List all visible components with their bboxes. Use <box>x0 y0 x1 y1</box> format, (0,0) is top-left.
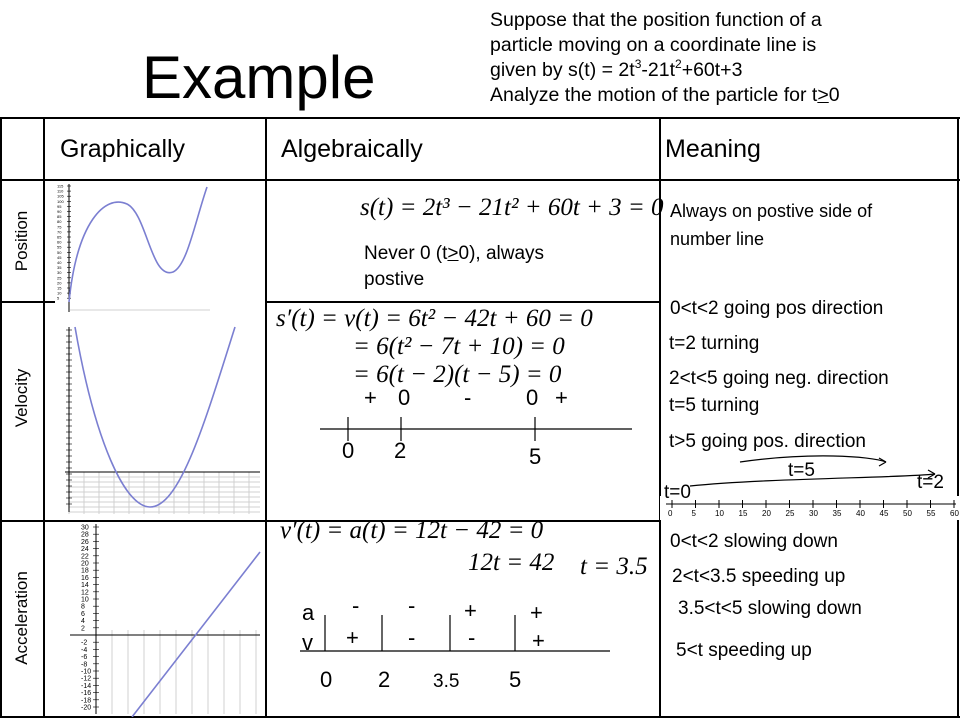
acceleration-y-tick-label: 28 <box>81 531 89 539</box>
number-line-label: 10 <box>715 509 724 518</box>
acceleration-y-tick-label: 14 <box>81 582 89 590</box>
position-meaning-1: Always on postive side of <box>670 201 873 221</box>
position-equation: s(t) = 2t³ − 21t² + 60t + 3 = 0 <box>360 194 664 221</box>
row-label-acceleration: Acceleration <box>12 571 31 665</box>
acceleration-y-tick-label: 22 <box>81 553 89 561</box>
problem-line-3: given by $s(t) = 2t^3-21t^2+60t+3$ <box>490 57 743 81</box>
row-label-position: Position <box>12 210 31 272</box>
velocity-sign-4: 0 <box>526 385 539 410</box>
velocity-sign-5: + <box>555 385 568 410</box>
accel-row-a: a <box>302 600 315 625</box>
acceleration-y-tick-label: 10 <box>81 596 89 604</box>
acceleration-y-tick-label: -4 <box>81 646 88 654</box>
position-meaning-2: number line <box>670 229 765 249</box>
position-y-tick-label: 5 <box>57 295 60 301</box>
number-line-label: 30 <box>809 509 818 518</box>
problem-line-1: Suppose that the position function of a <box>490 9 822 31</box>
number-line-label: 15 <box>738 509 748 518</box>
v-sign-2: - <box>408 625 416 650</box>
accel-point-2: 2 <box>378 667 391 692</box>
velocity-graph <box>55 322 265 520</box>
a-sign-3: + <box>464 598 477 623</box>
acceleration-y-tick-label: -20 <box>81 704 92 712</box>
path-label-t2: t=2 <box>917 472 944 493</box>
number-line-label: 0 <box>668 509 673 518</box>
position-y-tick-label: 30 <box>57 270 62 276</box>
header-meaning: Meaning <box>665 135 761 163</box>
acceleration-y-tick-label: 4 <box>81 618 85 626</box>
path-label-t5: t=5 <box>788 460 815 481</box>
position-y-tick-label: 65 <box>57 234 62 240</box>
acceleration-y-tick-label: -2 <box>81 639 88 647</box>
velocity-point-0: 0 <box>342 438 355 463</box>
position-y-tick-label: 40 <box>57 260 62 265</box>
accel-meaning-1: 0<t<2 slowing down <box>670 531 838 552</box>
position-y-tick-label: 25 <box>57 275 62 281</box>
problem-line-4: Analyze the motion of the particle for t>0 <box>490 84 840 106</box>
accel-meaning-2: 2<t<3.5 speeding up <box>672 566 846 587</box>
acceleration-y-tick-label: 26 <box>81 538 89 546</box>
accel-meaning-4: 5<t speeding up <box>676 640 812 661</box>
velocity-eq-2: = 6(t² − 7t + 10) = 0 <box>353 333 565 360</box>
acceleration-graph <box>60 522 265 717</box>
acceleration-y-tick-label: -6 <box>81 654 88 662</box>
acceleration-y-tick-label: 20 <box>81 560 89 568</box>
a-sign-1: - <box>352 593 360 618</box>
header-graphically: Graphically <box>60 135 186 163</box>
position-y-tick-label: 115 <box>57 183 64 189</box>
velocity-meaning-5: t>5 going pos. direction <box>669 431 866 452</box>
acceleration-eq-2: 12t = 42 <box>468 549 555 576</box>
position-note: Never 0 (t>0), always <box>364 243 545 264</box>
velocity-sign-3: - <box>464 385 472 410</box>
position-y-tick-label: 85 <box>57 214 62 220</box>
v-sign-3: - <box>468 625 476 650</box>
acceleration-y-tick-label: -10 <box>81 668 92 676</box>
number-line-label: 55 <box>926 509 936 518</box>
acceleration-y-tick-label: -14 <box>81 682 92 690</box>
accel-point-3-5: 3.5 <box>433 671 460 692</box>
position-y-tick-label: 50 <box>57 249 62 255</box>
slide-title: Example <box>142 44 376 111</box>
accel-meaning-3: 3.5<t<5 slowing down <box>678 598 862 619</box>
position-y-tick-label: 20 <box>57 280 62 286</box>
acceleration-eq-3: t = 3.5 <box>580 553 648 580</box>
velocity-meaning-1: 0<t<2 going pos direction <box>670 298 884 319</box>
position-y-tick-label: 10 <box>57 290 62 296</box>
path-label-t0: t=0 <box>664 482 691 503</box>
problem-line-2: particle moving on a coordinate line is <box>490 34 817 56</box>
position-y-tick-label: 110 <box>57 188 64 194</box>
acceleration-y-tick-label: 8 <box>81 603 85 611</box>
acceleration-y-tick-label: 18 <box>81 567 89 575</box>
position-y-tick-label: 15 <box>57 285 62 291</box>
accel-point-0: 0 <box>320 667 333 692</box>
number-line-label: 40 <box>856 509 865 518</box>
position-y-tick-label: 90 <box>57 209 62 214</box>
number-line-label: 35 <box>832 509 842 518</box>
position-y-tick-label: 70 <box>57 229 62 235</box>
a-sign-2: - <box>408 593 416 618</box>
number-line-label: 20 <box>762 509 771 518</box>
v-sign-1: + <box>346 625 359 650</box>
velocity-point-5: 5 <box>529 444 542 469</box>
number-line-label: 60 <box>950 509 959 518</box>
acceleration-y-tick-label: -16 <box>81 690 92 698</box>
position-note-2: postive <box>364 269 425 290</box>
position-y-tick-label: 35 <box>57 265 62 271</box>
acceleration-y-tick-label: 24 <box>81 546 89 554</box>
position-y-tick-label: 80 <box>57 219 62 225</box>
velocity-eq-1: s′(t) = v(t) = 6t² − 42t + 60 = 0 <box>276 305 593 332</box>
position-y-tick-label: 55 <box>57 244 62 250</box>
position-y-tick-label: 95 <box>57 203 62 209</box>
acceleration-y-tick-label: -8 <box>81 661 88 669</box>
number-line-label: 50 <box>903 509 912 518</box>
velocity-sign-1: + <box>364 385 377 410</box>
v-sign-4: + <box>532 628 545 653</box>
velocity-point-2: 2 <box>394 438 407 463</box>
number-line-label: 5 <box>691 509 696 518</box>
number-line-label: 25 <box>785 509 795 518</box>
row-label-velocity: Velocity <box>12 368 31 428</box>
velocity-meaning-4: t=5 turning <box>669 395 760 416</box>
a-sign-4: + <box>530 600 543 625</box>
velocity-meaning-3: 2<t<5 going neg. direction <box>669 368 889 389</box>
position-y-tick-label: 100 <box>57 198 64 204</box>
velocity-meaning-2: t=2 turning <box>669 333 760 354</box>
position-graph <box>55 182 215 312</box>
velocity-sign-2: 0 <box>398 385 411 410</box>
acceleration-y-tick-label: 2 <box>81 625 85 633</box>
position-y-tick-label: 45 <box>57 254 62 260</box>
position-y-tick-label: 75 <box>57 224 62 230</box>
position-y-tick-label: 60 <box>57 239 62 245</box>
acceleration-y-tick-label: -12 <box>81 675 92 683</box>
acceleration-y-tick-label: 16 <box>81 574 89 582</box>
acceleration-y-tick-label: 30 <box>81 524 89 532</box>
acceleration-y-tick-label: 12 <box>81 589 89 597</box>
accel-point-5: 5 <box>509 667 522 692</box>
acceleration-y-tick-label: 6 <box>81 610 85 618</box>
acceleration-y-tick-label: -18 <box>81 697 92 705</box>
acceleration-eq-1: v′(t) = a(t) = 12t − 42 = 0 <box>280 517 544 544</box>
velocity-eq-3: = 6(t − 2)(t − 5) = 0 <box>353 361 562 388</box>
number-line-label: 45 <box>879 509 889 518</box>
accel-row-v: v <box>302 630 313 655</box>
header-algebraically: Algebraically <box>281 135 423 163</box>
position-y-tick-label: 105 <box>57 193 64 199</box>
